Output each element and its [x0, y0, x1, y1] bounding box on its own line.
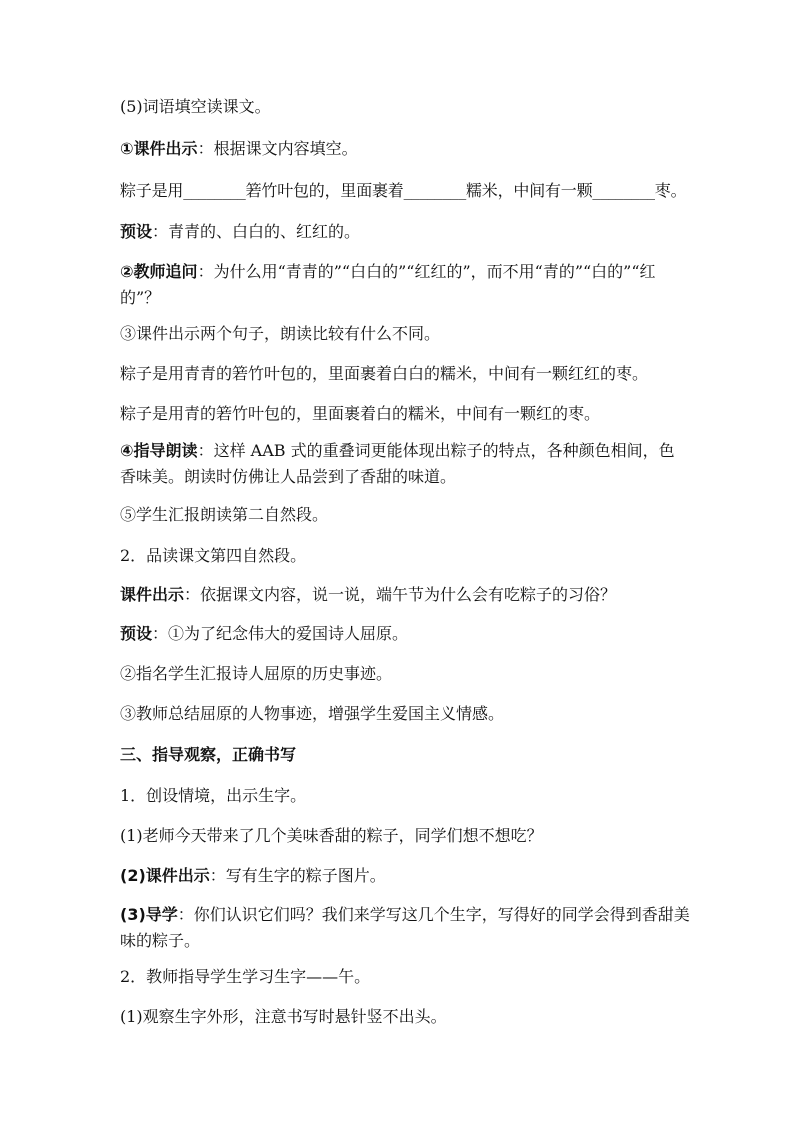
- paragraph-sentence-b: 粽子是用青的箬竹叶包的，里面裹着白的糯米，中间有一颗红的枣。: [120, 404, 601, 423]
- paragraph-teacher-question: [120, 259, 690, 311]
- bold-label: (2)课件出示: [120, 866, 210, 885]
- bold-label: 预设: [120, 222, 153, 241]
- paragraph-guided-reading: [120, 438, 690, 490]
- paragraph-teacher-summary: ③教师总结屈原的人物事迹，增强学生爱国主义情感。: [120, 704, 505, 723]
- paragraph-student-report: ⑤学生汇报朗读第二自然段。: [120, 505, 329, 524]
- paragraph-courseware-fill: [120, 136, 690, 162]
- paragraph-step-5: (5)词语填空读课文。: [120, 97, 271, 116]
- paragraph-create-scene: 1．创设情境，出示生字。: [120, 786, 307, 805]
- paragraph-sentence-a: 粽子是用青青的箬竹叶包的，里面裹着白白的糯米，中间有一颗红红的枣。: [120, 364, 649, 383]
- paragraph-fill-blank: 粽子是用________箬竹叶包的，里面裹着________糯米，中间有一颗________枣。: [120, 181, 687, 200]
- paragraph-teacher-guide: 2．教师指导学生学习生字——午。: [120, 967, 371, 986]
- paragraph-section-2: 2．品读课文第四自然段。: [120, 546, 307, 565]
- paragraph-text: ：根据课文内容填空。: [197, 139, 358, 158]
- bold-label: ①课件出示: [120, 139, 198, 158]
- section-heading-3: 三、指导观察，正确书写: [120, 745, 297, 764]
- paragraph-observe: (1)观察生字外形，注意书写时悬针竖不出头。: [120, 1007, 447, 1026]
- paragraph-text: ：依据课文内容，说一说，端午节为什么会有吃粽子的习俗？: [184, 585, 617, 604]
- paragraph-text: ：①为了纪念伟大的爱国诗人屈原。: [152, 624, 409, 643]
- paragraph-item-3: [120, 902, 690, 954]
- bold-label: 预设: [120, 624, 153, 643]
- paragraph-student-history: ②指名学生汇报诗人屈原的历史事迹。: [120, 664, 393, 683]
- paragraph-item-2: [120, 863, 690, 889]
- paragraph-preset-1: [120, 219, 690, 245]
- bold-label: ②教师追问: [120, 262, 198, 281]
- paragraph-compare-sentences: ③课件出示两个句子，朗读比较有什么不同。: [120, 324, 441, 343]
- bold-label: ④指导朗读: [120, 441, 198, 460]
- paragraph-text: ：写有生字的粽子图片。: [209, 866, 386, 885]
- bold-label: 课件出示: [120, 585, 185, 604]
- paragraph-text: ：为什么用“青青的”“白白的”“红红的”，而不用“青的”“白的”“红的”？: [120, 262, 656, 307]
- paragraph-preset-2: [120, 621, 690, 647]
- paragraph-item-1: (1)老师今天带来了几个美味香甜的粽子，同学们想不想吃？: [120, 826, 543, 845]
- paragraph-text: ：你们认识它们吗？我们来学写这几个生字，写得好的同学会得到香甜美味的粽子。: [120, 905, 690, 950]
- paragraph-text: ：青青的、白白的、红红的。: [152, 222, 361, 241]
- bold-label: (3)导学: [120, 905, 178, 924]
- paragraph-courseware-question: [120, 582, 690, 608]
- paragraph-text: ：这样 AAB 式的重叠词更能体现出粽子的特点，各种颜色相间，色香味美。朗读时仿佛让人品尝到了香甜的味道。: [120, 441, 675, 486]
